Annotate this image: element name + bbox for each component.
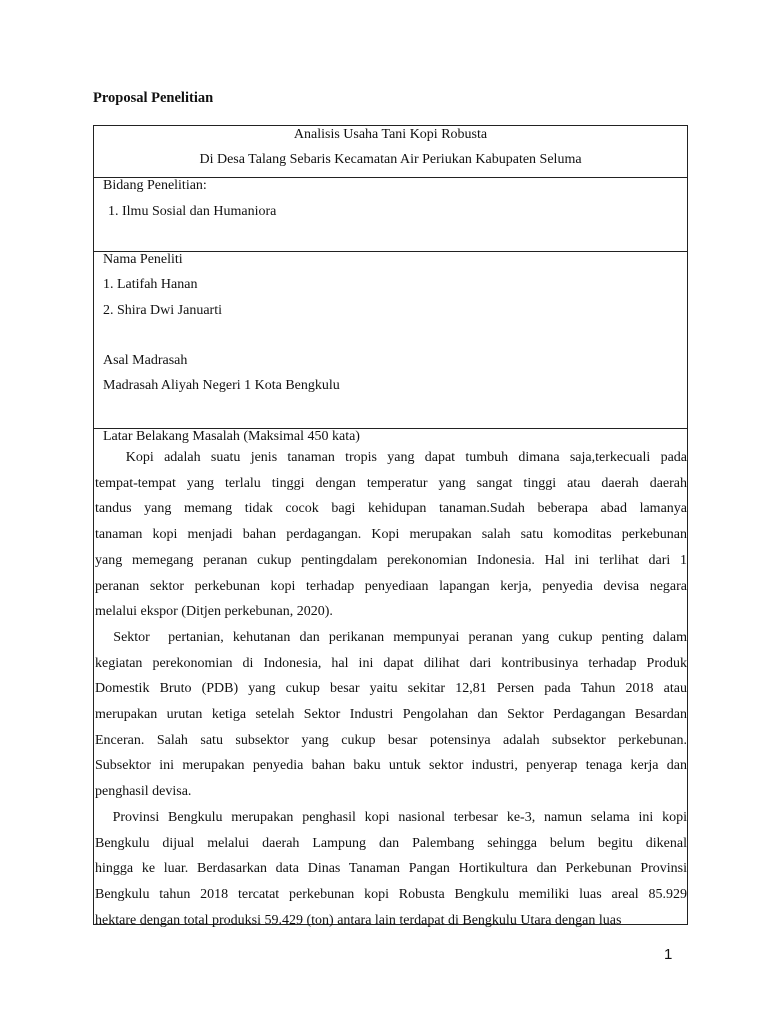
paragraph-line: Sektor pertanian, kehutanan dan perikanan mempunyai peranan yang cukup penting dalam [95,629,687,645]
paragraph-line: Enceran. Salah satu subsektor yang cukup besar potensinya adalah subsektor perkebunan. [95,732,687,748]
researchers-cell [94,251,687,428]
proposal-form-table [93,125,688,928]
research-field-label: Bidang Penelitian: [103,178,207,193]
research-field-item: 1. Ilmu Sosial dan Humaniora [108,204,277,219]
researcher-name: 2. Shira Dwi Januarti [103,303,222,318]
paragraph-line: Bengkulu dijual melalui daerah Lampung dan Palembang sehingga belum begitu dikenal [95,835,687,851]
research-location: Di Desa Talang Sebaris Kecamatan Air Periukan Kabupaten Seluma [199,152,582,167]
school-label: Asal Madrasah [103,353,188,368]
research-field-cell [94,177,687,251]
paragraph-line: merupakan urutan ketiga setelah Sektor Industri Pengolahan dan Sektor Perdagangan Besardan [95,707,687,722]
paragraph-line: peranan sektor perkebunan kopi terhadap penyediaan lapangan kerja, penyedia devisa negara [95,578,687,594]
paragraph-line: yang memegang peranan cukup pentingdalam perekonomian Indonesia. Hal ini terlihat dari 1 [95,552,687,568]
paragraph-line: Kopi adalah suatu jenis tanaman tropis yang dapat tumbuh dimana saja,terkecuali pada [95,450,687,465]
paragraph-line: Domestik Bruto (PDB) yang cukup besar yaitu sekitar 12,81 Persen pada Tahun 2018 atau [95,681,687,697]
paragraph-line: melalui ekspor (Ditjen perkebunan, 2020). [95,604,333,620]
paragraph-line: hingga ke luar. Berdasarkan data Dinas Tanaman Pangan Hortikultura dan Perkebunan Provinsi [95,861,687,877]
paragraph-line: penghasil devisa. [95,784,192,800]
background-cell [94,428,687,928]
paragraph-line: hektare dengan total produksi 59.429 (ton) antara lain terdapat di Bengkulu Utara dengan luas [95,912,622,928]
paragraph-line: tempat-tempat yang terlalu tinggi dengan temperatur yang sangat tinggi atau daerah daerah [95,475,687,491]
paragraph-line: Provinsi Bengkulu merupakan penghasil kopi nasional terbesar ke-3, namun selama ini kopi [95,809,687,825]
page-number: 1 [664,946,673,963]
paragraph-line: Bengkulu tahun 2018 tercatat perkebunan kopi Robusta Bengkulu memiliki luas areal 85.929 [95,886,687,902]
paragraph-line: Subsektor ini merupakan penyedia bahan baku untuk sektor industri, penyerap tenaga kerja dan [95,758,687,774]
school-name: Madrasah Aliyah Negeri 1 Kota Bengkulu [103,378,340,393]
researchers-label: Nama Peneliti [103,252,183,267]
research-title-cell [94,126,687,177]
document-title: Proposal Penelitian [93,90,214,106]
researcher-name: 1. Latifah Hanan [103,277,198,292]
background-label: Latar Belakang Masalah (Maksimal 450 kata) [103,429,360,444]
paragraph-line: tandus yang memang tidak cocok bagi kehidupan tanaman.Sudah beberapa abad lamanya [95,501,687,517]
research-title: Analisis Usaha Tani Kopi Robusta [293,127,488,142]
paragraph-line: tanaman kopi menjadi bahan perdagangan. Kopi merupakan salah satu komoditas perkebunan [95,527,687,543]
paragraph-line: kegiatan perekonomian di Indonesia, hal ini dapat dilihat dari kontribusinya terhadap Produk [95,655,687,671]
